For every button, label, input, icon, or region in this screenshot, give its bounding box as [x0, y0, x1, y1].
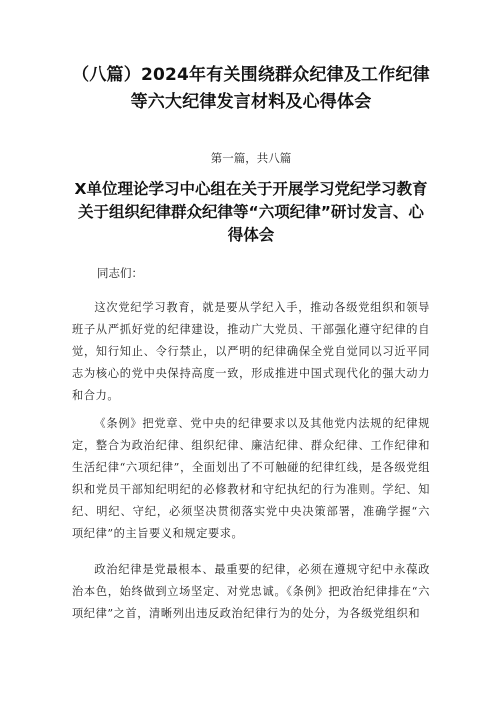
part-label: 第一篇，共八篇	[210, 151, 292, 165]
body-paragraph: 政治纪律是党最根本、最重要的纪律，必须在遵规守纪中永葆政治本色，始终做到立场坚定、对党忠诚。《条例》把政治纪律排在“六项纪律”之首，清晰列出违反政治纪律行为的处分，为各级党组织和	[72, 563, 430, 620]
salutation: 同志们：	[97, 266, 143, 280]
document-title: （八篇）2024年有关围绕群众纪律及工作纪律等六大纪律发言材料及心得体会	[72, 65, 430, 112]
section-title: X单位理论学习中心组在关于开展学习党纪学习教育关于组织纪律群众纪律等“六项纪律”研讨发言、心得体会	[74, 180, 428, 244]
body-paragraph: 这次党纪学习教育，就是要从学纪入手，推动各级党组织和领导班子从严抓好党的纪律建设，推动广大党员、干部强化遵守纪律的自觉，知行知止、令行禁止，以严明的纪律确保全党自觉同以习近平同志为核心的党中央保持高度一致，形成推进中国式现代化的强大动力和合力。	[72, 301, 430, 402]
body-paragraph: 《条例》把党章、党中央的纪律要求以及其他党内法规的纪律规定，整合为政治纪律、组织纪律、廉洁纪律、群众纪律、工作纪律和生活纪律“六项纪律”，全面划出了不可触碰的纪律红线，是各级党组织和党员干部知纪明纪的必修教材和守纪执纪的行为准则。学纪、知纪、明纪、守纪，必须坚决贯彻落实党中央决策部署，准确学握“六项纪律”的主旨要义和规定要求。	[72, 417, 430, 540]
